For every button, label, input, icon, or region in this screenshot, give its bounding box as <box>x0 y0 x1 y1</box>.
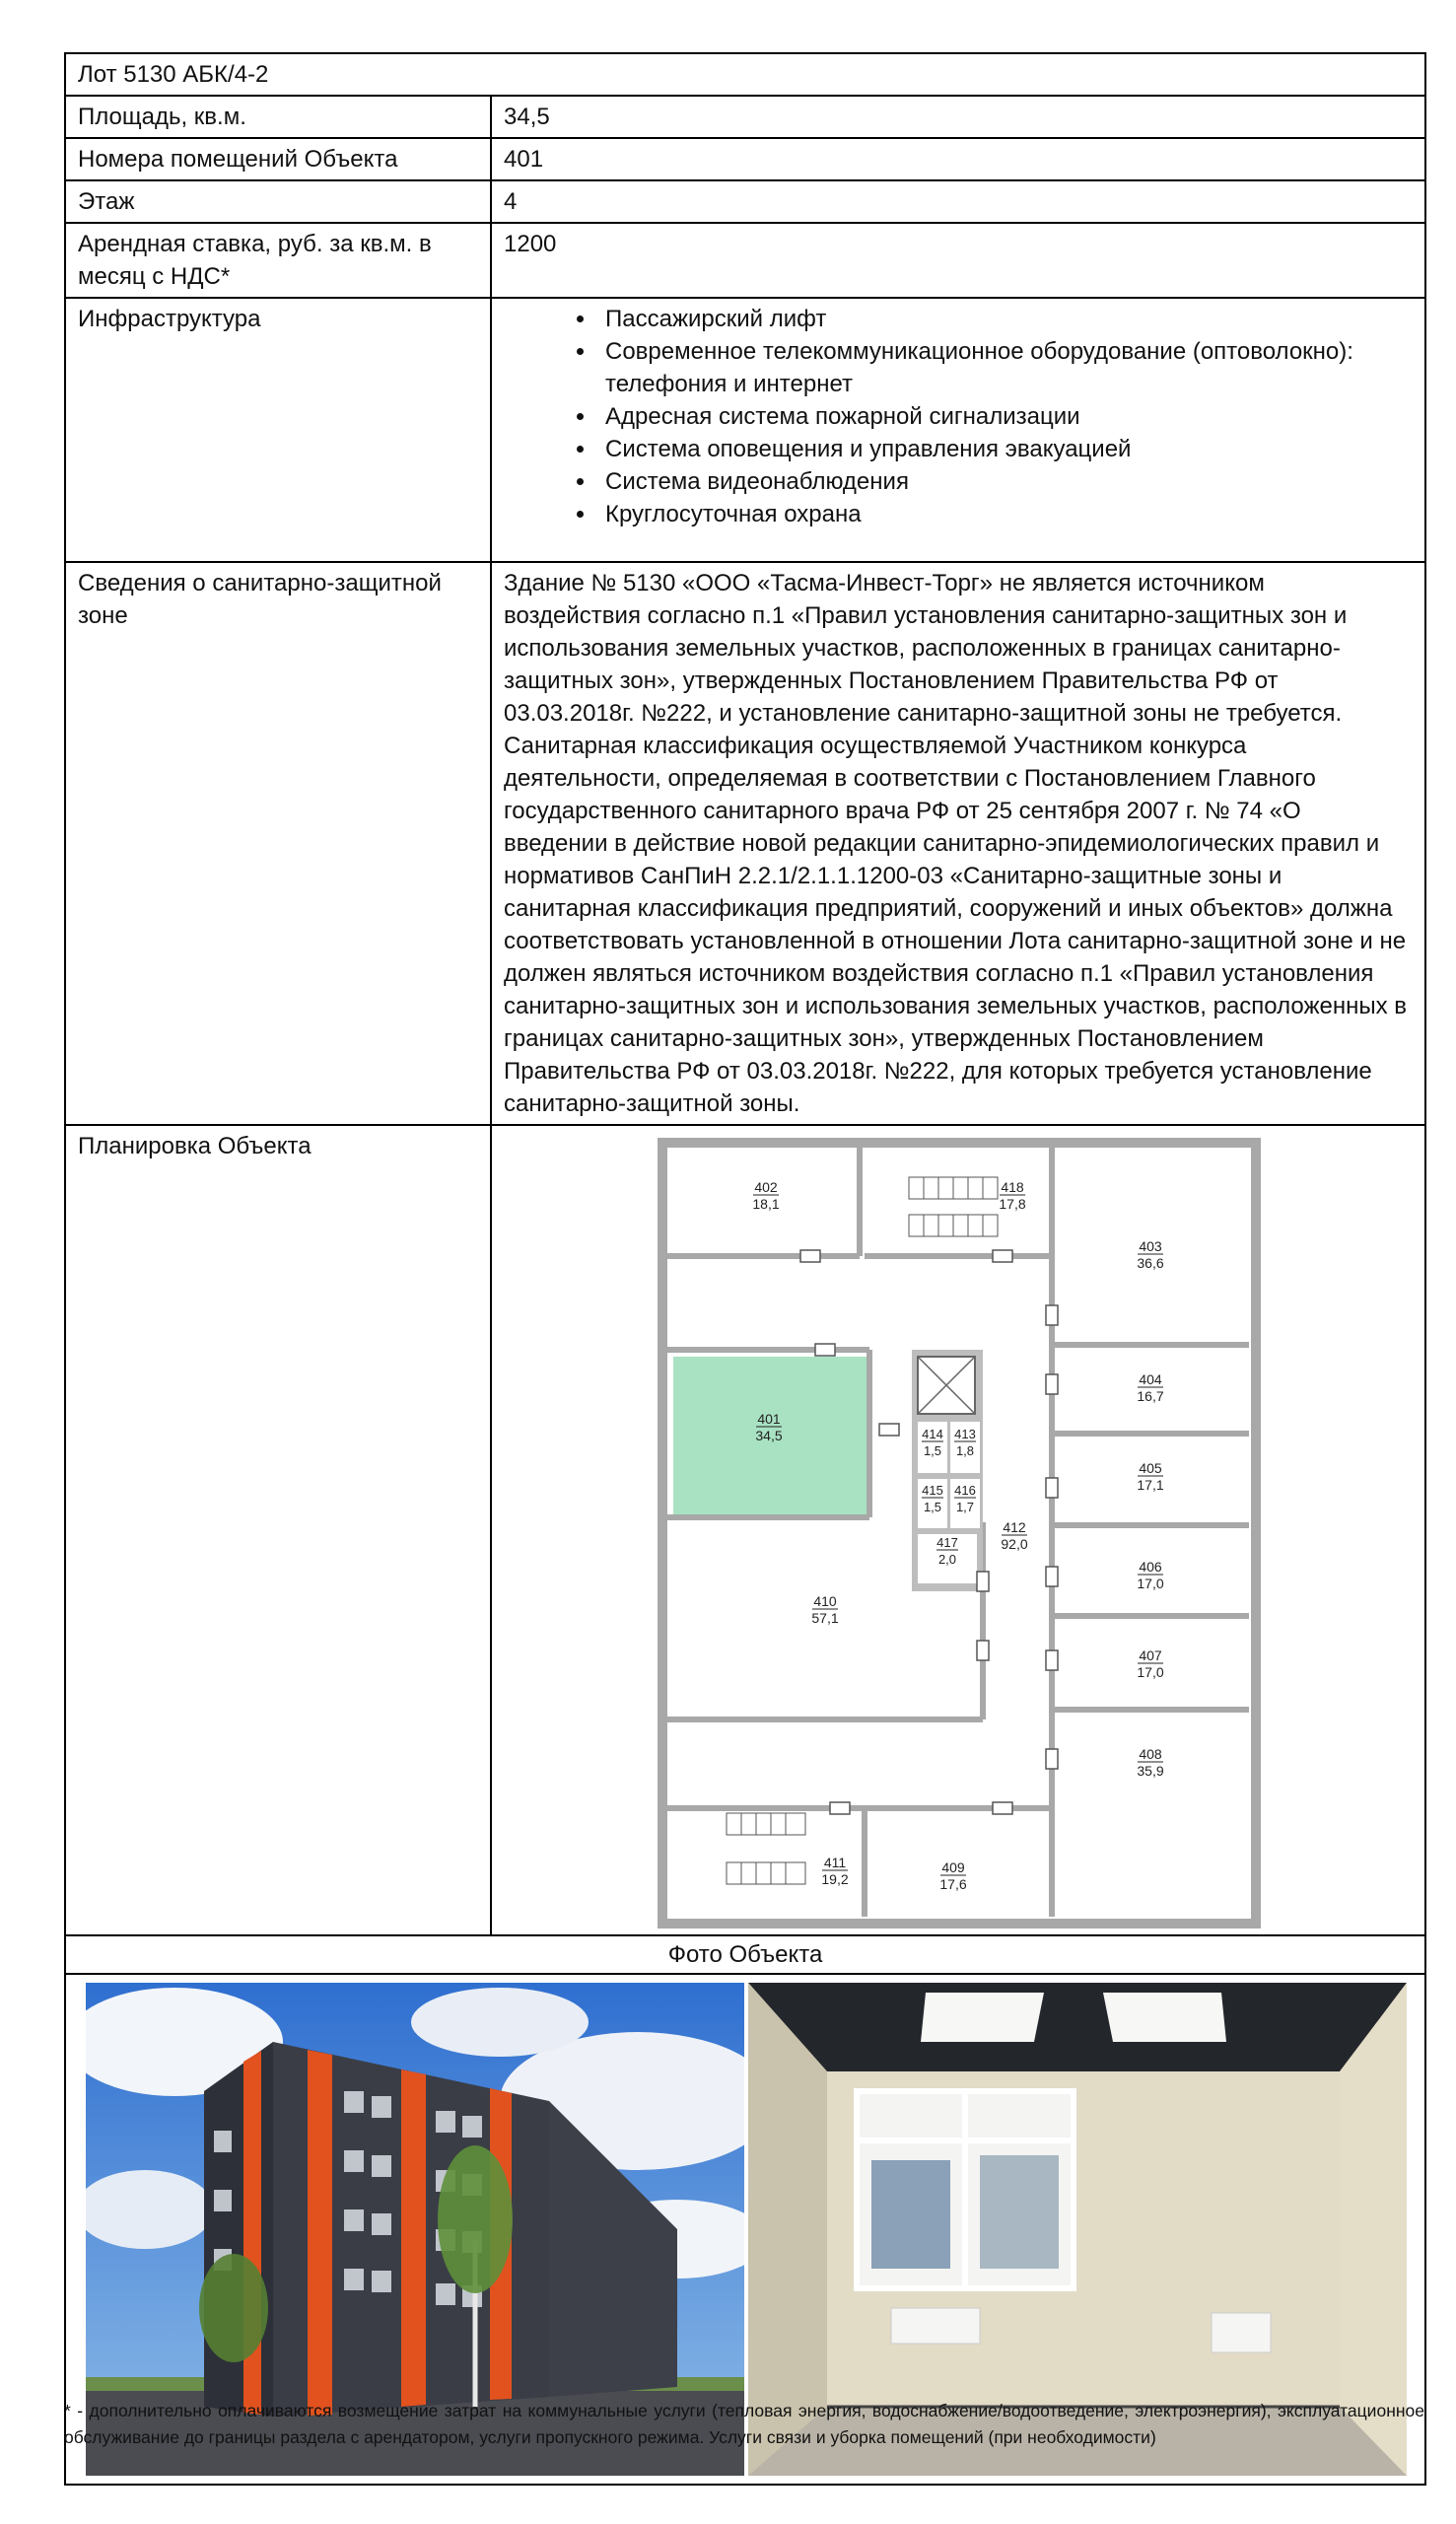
room-area-412: 92,0 <box>1001 1536 1028 1552</box>
room-area-408: 35,9 <box>1137 1763 1164 1779</box>
room-area-416: 1,7 <box>955 1500 975 1514</box>
lot-title: Лот 5130 АБК/4-2 <box>65 53 1425 96</box>
room-area-417: 2,0 <box>937 1552 957 1567</box>
infrastructure-cell <box>491 298 1425 562</box>
sanitary-text: Здание № 5130 «ООО «Тасма-Инвест-Торг» не является источником воздействия согласно п.1 «Правил установления санитарно-защитных зон и использования земельных участков, расположенных в границах санитарно-защитных зон», утвержденных Постановлением Правительства РФ от 03.03.2018г. №222, и установление санитарно-защитной зоны не требуется. Санитарная классификация осуществляемой Участником конкурса деятельности, определяемая в соответствии с Постановлением Главного государственного санитарного врача РФ от 25 сентября 2007 г. № 74 «О введении в действие новой редакции санитарно-эпидемиологических правил и нормативов СанПиН 2.2.1/2.1.1.1200-03 «Санитарно-защитные зоны и санитарная классификация предприятий, сооружений и иных объектов» должна соответствовать установленной в отношении Лота санитарно-защитной зоне и не должен являться источником воздействия согласно п.1 «Правил установления санитарно-защитных зон и использования земельных участков, расположенных в границах санитарно-защитных зон», утвержденных Постановлением Правительства РФ от 03.03.2018г. №222, для которых требуется установление санитарно-защитной зоны. <box>491 562 1425 1125</box>
rent-label: Арендная ставка, руб. за кв.м. в месяц с НДС* <box>65 223 491 298</box>
room-area-414: 1,5 <box>923 1443 942 1458</box>
infrastructure-label: Инфраструктура <box>65 298 491 562</box>
room-number-418: 418 <box>1001 1179 1024 1195</box>
infrastructure-row <box>65 298 1425 562</box>
room-number-401: 401 <box>757 1411 781 1427</box>
rooms-value: 401 <box>491 138 1425 180</box>
room-number-403: 403 <box>1139 1238 1162 1254</box>
room-area-404: 16,7 <box>1137 1388 1164 1404</box>
floor-row <box>65 180 1425 223</box>
floor-value: 4 <box>491 180 1425 223</box>
lot-sheet <box>64 52 1424 2486</box>
room-number-406: 406 <box>1139 1559 1162 1575</box>
lot-title-row <box>65 53 1425 96</box>
room-area-410: 57,1 <box>811 1610 839 1626</box>
room-area-406: 17,0 <box>1137 1576 1164 1591</box>
floor-label: Этаж <box>65 180 491 223</box>
infrastructure-item-security: • Круглосуточная охрана <box>597 498 1413 530</box>
room-number-409: 409 <box>941 1859 965 1875</box>
infrastructure-item-telecom: • Современное телекоммуникационное оборудование (оптоволокно): телефония и интернет <box>597 335 1413 400</box>
area-row <box>65 96 1425 138</box>
area-label: Площадь, кв.м. <box>65 96 491 138</box>
plan-cell <box>491 1125 1425 1935</box>
room-number-408: 408 <box>1139 1746 1162 1762</box>
room-number-404: 404 <box>1139 1371 1162 1387</box>
photo-header-row <box>65 1935 1425 1974</box>
room-area-415: 1,5 <box>923 1500 942 1514</box>
room-number-411: 411 <box>823 1855 847 1870</box>
sanitary-row <box>65 562 1425 1125</box>
rooms-label: Номера помещений Объекта <box>65 138 491 180</box>
room-number-412: 412 <box>1003 1519 1026 1535</box>
room-area-403: 36,6 <box>1137 1255 1164 1271</box>
infrastructure-list <box>504 303 1413 530</box>
room-area-407: 17,0 <box>1137 1664 1164 1680</box>
rooms-row <box>65 138 1425 180</box>
footnote: * - дополнительно оплачиваются возмещение затрат на коммунальные услуги (тепловая энергия, водоснабжение/водоотведение, электроэнергия), эксплуатационное обслуживание до границы раздела с арендатором, услуги пропускного режима. Услуги связи и уборка помещений (при необходимости) <box>64 2401 1424 2447</box>
room-area-409: 17,6 <box>939 1876 967 1892</box>
room-area-418: 17,8 <box>999 1196 1026 1212</box>
room-number-402: 402 <box>754 1179 778 1195</box>
sanitary-label: Сведения о санитарно-защитной зоне <box>65 562 491 1125</box>
infrastructure-item-cctv: • Система видеонаблюдения <box>597 465 1413 498</box>
room-area-401: 34,5 <box>755 1428 783 1443</box>
room-number-407: 407 <box>1139 1648 1162 1663</box>
infrastructure-item-lift: • Пассажирский лифт <box>597 303 1413 335</box>
room-number-413: 413 <box>954 1427 976 1441</box>
rent-row <box>65 223 1425 298</box>
room-number-415: 415 <box>922 1483 943 1498</box>
plan-label: Планировка Объекта <box>65 1125 491 1935</box>
room-number-410: 410 <box>813 1593 837 1609</box>
rent-value: 1200 <box>491 223 1425 298</box>
room-area-402: 18,1 <box>752 1196 780 1212</box>
photo-header: Фото Объекта <box>65 1935 1425 1974</box>
infrastructure-item-fire-alarm: • Адресная система пожарной сигнализации <box>597 400 1413 433</box>
area-value: 34,5 <box>491 96 1425 138</box>
room-area-413: 1,8 <box>955 1443 975 1458</box>
lot-table <box>64 52 1426 2486</box>
room-number-405: 405 <box>1139 1460 1162 1476</box>
room-area-411: 19,2 <box>821 1871 849 1887</box>
room-area-405: 17,1 <box>1137 1477 1164 1493</box>
plan-row <box>65 1125 1425 1935</box>
room-number-416: 416 <box>954 1483 976 1498</box>
floor-plan <box>658 1138 1261 1928</box>
room-number-414: 414 <box>922 1427 943 1441</box>
room-number-417: 417 <box>936 1535 958 1550</box>
infrastructure-item-evacuation: • Система оповещения и управления эвакуацией <box>597 433 1413 465</box>
